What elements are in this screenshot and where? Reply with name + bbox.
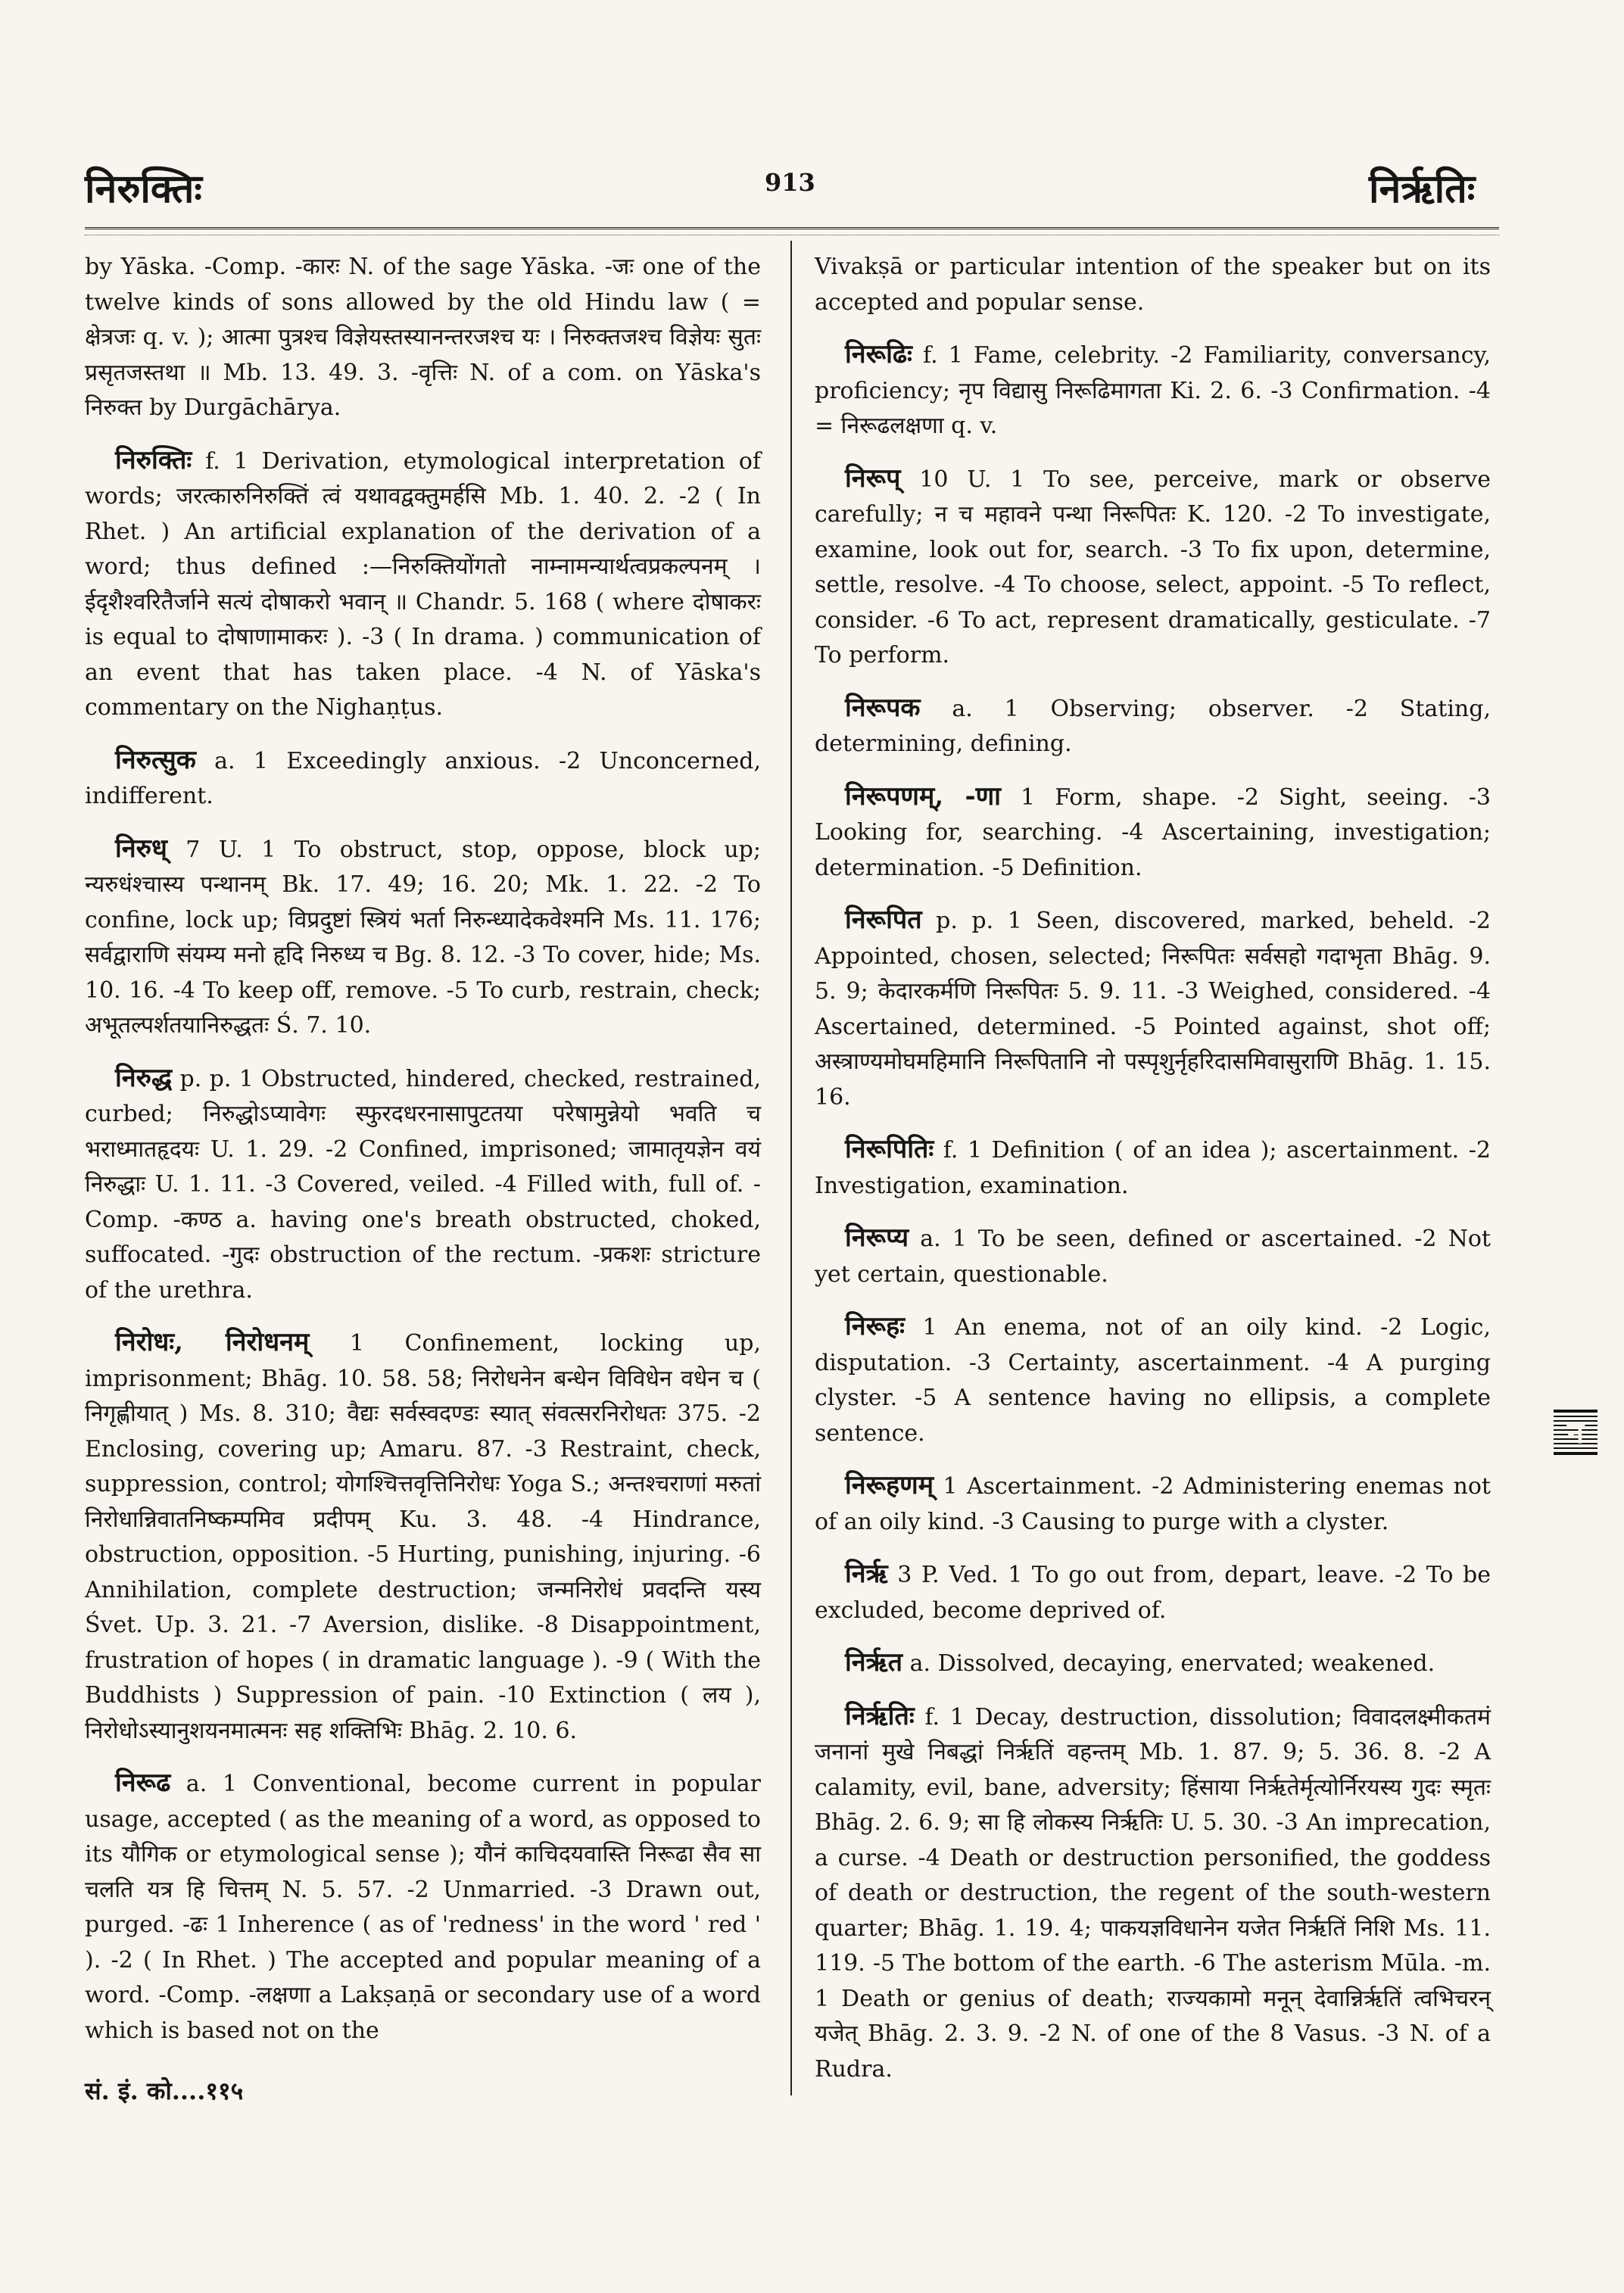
entry-definition: by Yāska. -Comp. -कारः N. of the sage Yāska. -जः one of the twelve kinds of sons allowed by the old Hindu law ( = क्षेत्रजः q. v. ); आत्मा पुत्रश्च विज्ञेयस्तस्यानन्तरजश्च यः । निरुक्तजश्च विज्ञेयः सुतः प्रसृतजस्तथा ॥ Mb. 13. 49. 3. -वृत्तिः N. of a com. on Yāska's निरुक्त by Durgāchārya. bbox=[85, 254, 761, 421]
column-divider bbox=[790, 241, 792, 2095]
dictionary-entry bbox=[815, 902, 1491, 1115]
dictionary-entry bbox=[815, 1699, 1491, 2088]
dictionary-entry bbox=[815, 690, 1491, 762]
entry-headword: निरुध् bbox=[115, 833, 167, 864]
entry-headword: निरूहणम् bbox=[845, 1470, 934, 1500]
dictionary-entry bbox=[85, 250, 761, 426]
entry-definition: a. Dissolved, decaying, enervated; weakened. bbox=[909, 1650, 1435, 1677]
entry-definition: f. 1 Definition ( of an idea ); ascertainment. -2 Investigation, examination. bbox=[815, 1137, 1491, 1199]
entry-headword: निर्ऋतिः bbox=[845, 1700, 915, 1731]
entry-definition: p. p. 1 Seen, discovered, marked, beheld. -2 Appointed, chosen, selected; निरूपितः सर्वसहो गदाभृता Bhāg. 9. 5. 9; केदारकर्मणि निरूपितः 5. 9. 11. -3 Weighed, considered. -4 Ascertained, determined. -5 Pointed against, shot off; अस्त्राण्यमोघमहिमानि निरूपितानि नो पस्पृशुर्नृहरिदासमिवासुराणि Bhāg. 1. 15. 16. bbox=[815, 908, 1491, 1111]
entry-headword: निरूहः bbox=[845, 1311, 906, 1341]
dictionary-entry bbox=[815, 1645, 1491, 1682]
dictionary-entry bbox=[85, 831, 761, 1044]
right-column bbox=[815, 250, 1491, 2104]
dictionary-entry bbox=[815, 1132, 1491, 1204]
entry-headword: निरुत्सुक bbox=[115, 744, 196, 775]
dictionary-entry bbox=[815, 779, 1491, 886]
dictionary-entry bbox=[85, 1765, 761, 2048]
entry-definition: f. 1 Decay, destruction, dissolution; विवादलक्ष्मीकतमं जनानां मुखे निबद्धां निर्ऋतिं वहन्तम् Mb. 1. 87. 9; 5. 36. 8. -2 A calamity, evil, bane, adversity; हिंसाया निर्ऋतेर्मृत्योर्निरयस्य गुदः स्मृतः Bhāg. 2. 6. 9; सा हि लोकस्य निर्ऋतिः U. 5. 30. -3 An imprecation, a curse. -4 Death or destruction personified, the goddess of death or destruction, the regent of the south-western quarter; Bhāg. 1. 19. 4; पाकयज्ञविधानेन यजेत निर्ऋतिं निशि Ms. 11. 119. -5 The bottom of the earth. -6 The asterism Mūla. -m. 1 Death or genius of death; राज्यकामो मनून् देवान्निर्ऋतिं त्वभिचरन् यजेत् Bhāg. 2. 3. 9. -2 N. of one of the 8 Vasus. -3 N. of a Rudra. bbox=[815, 1703, 1491, 2083]
entry-definition: 7 U. 1 To obstruct, stop, oppose, block up; न्यरुधंश्चास्य पन्थानम् Bk. 17. 49; 16. 20; Mk. 1. 22. -2 To confine, lock up; विप्रदुष्टां स्त्रियं भर्ता निरुन्ध्यादेकवेश्मनि Ms. 11. 176; सर्वद्वाराणि संयम्य मनो हृदि निरुध्य च Bg. 8. 12. -3 To cover, hide; Ms. 10. 16. -4 To keep off, remove. -5 To curb, restrain, check; अभूतल्पर्शतयानिरुद्धतः Ś. 7. 10. bbox=[85, 836, 761, 1039]
dictionary-entry bbox=[85, 1325, 761, 1749]
entry-headword: निरोधः, निरोधनम् bbox=[115, 1327, 310, 1357]
left-column bbox=[85, 250, 761, 2065]
entry-definition: p. p. 1 Obstructed, hindered, checked, restrained, curbed; निरुद्धोऽप्यावेगः स्फुरदधरनासापुटतया परेषामुन्नेयो भवति च भराध्मातहृदयः U. 1. 29. -2 Confined, imprisoned; जामातृयज्ञेन वयं निरुद्धाः U. 1. 11. -3 Covered, veiled. -4 Filled with, full of. -Comp. -कण्ठ a. having one's breath obstructed, choked, suffocated. -गुदः obstruction of the rectum. -प्रकशः stricture of the urethra. bbox=[85, 1065, 761, 1304]
entry-headword: निरूपित bbox=[845, 905, 922, 935]
entry-definition: 10 U. 1 To see, perceive, mark or observe carefully; न च महावने पन्था निरूपितः K. 120. -2 To investigate, examine, look out for, search. -3 To fix upon, determine, settle, resolve. -4 To choose, select, appoint. -5 To reflect, consider. -6 To act, represent dramatically, gesticulate. -7 To perform. bbox=[815, 466, 1491, 668]
dictionary-entry bbox=[815, 1468, 1491, 1540]
entry-headword: निर्ऋत bbox=[845, 1647, 903, 1678]
entry-headword: निरूढिः bbox=[845, 339, 912, 369]
dictionary-entry bbox=[815, 337, 1491, 444]
dictionary-entry bbox=[815, 1309, 1491, 1451]
entry-headword: निरुक्तिः bbox=[115, 444, 192, 475]
thumb-index-glyph: न bbox=[1566, 1416, 1585, 1450]
dictionary-entry bbox=[815, 1556, 1491, 1628]
page-number: 913 bbox=[765, 168, 815, 197]
dictionary-entry bbox=[85, 443, 761, 726]
dictionary-entry bbox=[85, 1061, 761, 1309]
left-running-headword: निरुक्तिः bbox=[85, 166, 202, 212]
entry-headword: निरूप्य bbox=[845, 1223, 909, 1253]
entry-definition: 1 Confinement, locking up, imprisonment; Bhāg. 10. 58. 58; निरोधनेन बन्धेन विविधेन वधेन च ( निगृह्णीयात् ) Ms. 8. 310; वैद्यः सर्वस्वदण्डः स्यात् संवत्सरनिरोधतः 375. -2 Enclosing, covering up; Amaru. 87. -3 Restraint, check, suppression, control; योगश्चित्तवृत्तिनिरोधः Yoga S.; अन्तश्चराणां मरुतां निरोधान्निवातनिष्कम्पमिव प्रदीपम् Ku. 3. 48. -4 Hindrance, obstruction, opposition. -5 Hurting, punishing, injuring. -6 Annihilation, complete destruction; जन्मनिरोधं प्रवदन्ति यस्य Śvet. Up. 3. 21. -7 Aversion, dislike. -8 Disappointment, frustration of hopes ( in dramatic language ). -9 ( With the Buddhists ) Suppression of pain. -10 Extinction ( लय ), निरोधोऽस्यानुशयनमात्मनः सह शक्तिभिः Bhāg. 2. 10. 6. bbox=[85, 1330, 761, 1744]
entry-headword: निरूपक bbox=[845, 692, 921, 723]
entry-headword: निरूढ bbox=[115, 1768, 171, 1798]
thumb-index-icon bbox=[1552, 1405, 1599, 1460]
entry-definition: f. 1 Fame, celebrity. -2 Familiarity, conversancy, proficiency; नृप विद्यासु निरूढिमागता Ki. 2. 6. -3 Confirmation. -4 = निरूढलक्षणा q. v. bbox=[815, 342, 1491, 439]
entry-definition: 1 An enema, not of an oily kind. -2 Logic, disputation. -3 Certainty, ascertainment. -4 A purging clyster. -5 A sentence having no ellipsis, a complete sentence. bbox=[815, 1314, 1491, 1447]
entry-definition: f. 1 Derivation, etymological interpretation of words; जरत्कारुनिरुक्तिं त्वं यथावद्वक्तुमर्हसि Mb. 1. 40. 2. -2 ( In Rhet. ) An artificial explanation of the derivation of a word; thus defined :—निरुक्तियोंगतो नाम्नामन्यार्थत्वप्रकल्पनम् । ईदृशैश्वरितैर्जाने सत्यं दोषाकरो भवान् ॥ Chandr. 5. 168 ( where दोषाकरः is equal to दोषाणामाकरः ). -3 ( In drama. ) communication of an event that has taken place. -4 N. of Yāska's commentary on the Nighaṇṭus. bbox=[85, 447, 761, 721]
entry-definition: 1 Form, shape. -2 Sight, seeing. -3 Looking for, searching. -4 Ascertaining, investigation; determination. -5 Definition. bbox=[815, 784, 1492, 881]
entry-definition: 3 P. Ved. 1 To go out from, depart, leave. -2 To be excluded, become deprived of. bbox=[815, 1562, 1492, 1624]
entry-definition: 1 Ascertainment. -2 Administering enemas not of an oily kind. -3 Causing to purge with a clyster. bbox=[815, 1473, 1491, 1535]
entry-headword: निरुद्ध bbox=[115, 1062, 173, 1093]
entry-headword: निरूप् bbox=[845, 463, 901, 494]
dictionary-entry bbox=[85, 743, 761, 815]
dictionary-entry bbox=[815, 250, 1491, 320]
entry-headword: निरूपितिः bbox=[845, 1134, 934, 1164]
dictionary-entry bbox=[815, 1220, 1491, 1292]
dictionary-entry bbox=[815, 461, 1491, 674]
entry-definition: a. 1 Observing; observer. -2 Stating, determining, defining. bbox=[815, 695, 1491, 757]
entry-headword: निर्ऋ bbox=[845, 1559, 888, 1589]
entry-definition: a. 1 Exceedingly anxious. -2 Unconcerned, indifferent. bbox=[85, 747, 761, 809]
entry-definition: a. 1 Conventional, become current in popular usage, accepted ( as the meaning of a word, as opposed to its यौगिक or etymological sense ); यौनं काचिदयवास्ति निरूढा सैव सा चलति यत्र हि चित्तम् N. 5. 57. -2 Unmarried. -3 Drawn out, purged. -ढः 1 Inherence ( as of 'redness' in the word ' red ' ). -2 ( In Rhet. ) The accepted and popular meaning of a word. -Comp. -लक्षणा a Lakṣaṇā or secondary use of a word which is based not on the bbox=[85, 1771, 761, 2044]
entry-headword: निरूपणम्, -णा bbox=[845, 780, 1001, 812]
entry-definition: a. 1 To be seen, defined or ascertained. -2 Not yet certain, questionable. bbox=[815, 1226, 1491, 1288]
entry-definition: Vivakṣā or particular intention of the speaker but on its accepted and popular sense. bbox=[815, 254, 1491, 316]
signature-mark: सं. इं. को....११५ bbox=[85, 2076, 244, 2105]
header-rule bbox=[85, 227, 1499, 229]
right-running-headword: निर्ऋतिः bbox=[1369, 166, 1476, 212]
